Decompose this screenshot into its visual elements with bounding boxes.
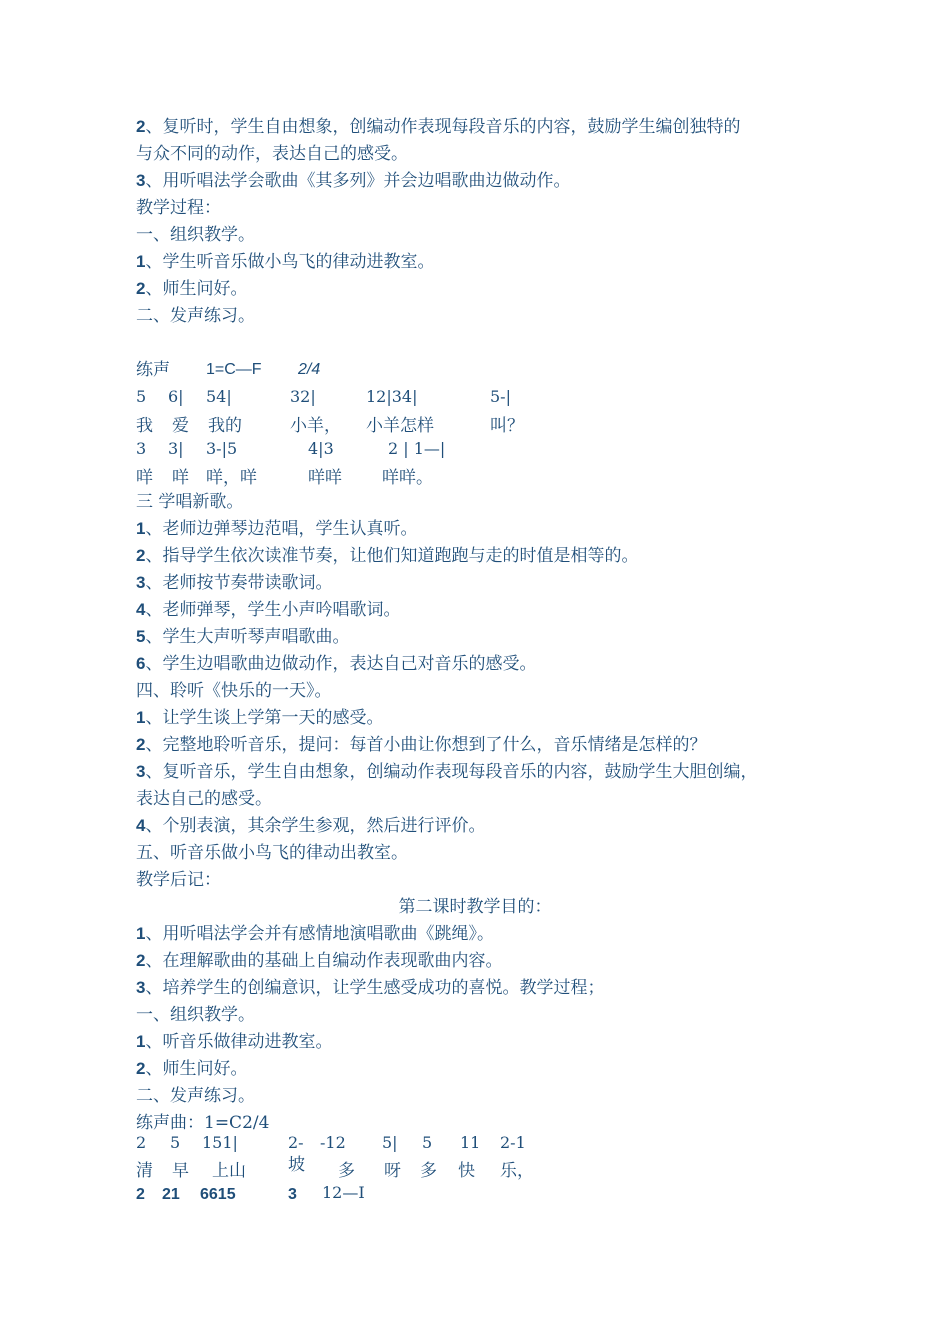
lyric: 爱 (172, 416, 189, 436)
note: 12|34| (366, 387, 418, 406)
lyric: 坡 (288, 1155, 305, 1175)
lyric: 快 (458, 1161, 475, 1181)
paragraph-line: 4、老师弹琴，学生小声吟唱歌词。 (136, 600, 401, 620)
note: 2 (136, 1133, 147, 1152)
paragraph-line: 1、老师边弹琴边范唱，学生认真听。 (136, 519, 418, 539)
note: 3 (136, 439, 147, 458)
note: 5 (170, 1133, 181, 1152)
note: 11 (460, 1133, 481, 1152)
lyric: 我的 (208, 416, 242, 436)
paragraph-line: 5、学生大声听琴声唱歌曲。 (136, 627, 350, 647)
section-heading: 二、发声练习。 (136, 1086, 255, 1106)
lyric: 多 (420, 1161, 437, 1181)
exercise-label: 练声曲：1=C2/4 (136, 1113, 270, 1133)
paragraph-line: 表达自己的感受。 (136, 789, 272, 809)
lyric: 小羊怎样 (366, 416, 434, 436)
note: 3 (288, 1186, 297, 1203)
paragraph-line: 2、师生问好。 (136, 1059, 248, 1079)
exercise-meter: 2/4 (298, 361, 321, 378)
section-heading: 一、组织教学。 (136, 225, 255, 245)
lyric: 咩，咩 (206, 468, 257, 488)
note: 2- (288, 1133, 304, 1152)
section-heading: 教学后记： (136, 870, 221, 890)
note: 54| (206, 387, 232, 406)
note: -12 (320, 1133, 346, 1152)
exercise-key: 1=C—F (206, 361, 262, 378)
paragraph-line: 3、培养学生的创编意识，让学生感受成功的喜悦。教学过程； (136, 978, 605, 998)
lyric: 早 (172, 1161, 189, 1181)
lyric: 叫？ (490, 416, 524, 436)
note: 5| (382, 1133, 398, 1152)
paragraph-line: 2、师生问好。 (136, 279, 248, 299)
paragraph-line: 3、复听音乐，学生自由想象，创编动作表现每段音乐的内容，鼓励学生大胆创编， (136, 762, 758, 782)
paragraph-line: 6、学生边唱歌曲边做动作，表达自己对音乐的感受。 (136, 654, 537, 674)
lyric: 咩咩。 (382, 468, 433, 488)
paragraph-line: 2、指导学生依次读准节奏，让他们知道跑跑与走的时值是相等的。 (136, 546, 639, 566)
note: 151| (202, 1133, 238, 1152)
paragraph-line: 与众不同的动作，表达自己的感受。 (136, 144, 408, 164)
note: 3| (168, 439, 184, 458)
paragraph-line: 1、学生听音乐做小鸟飞的律动进教室。 (136, 252, 435, 272)
lyric: 上山 (212, 1161, 246, 1181)
section-heading: 五、听音乐做小鸟飞的律动出教室。 (136, 843, 408, 863)
section-heading: 教学过程： (136, 198, 221, 218)
note: 32| (290, 387, 316, 406)
paragraph-line: 1、用听唱法学会并有感情地演唱歌曲《跳绳》。 (136, 924, 494, 944)
section-heading: 三 学唱新歌。 (136, 492, 244, 512)
note: 21 (162, 1186, 180, 1203)
note: 6615 (200, 1186, 236, 1203)
second-lesson-title: 第二课时教学目的： (398, 897, 552, 917)
paragraph-line: 3、用听唱法学会歌曲《其多列》并会边唱歌曲边做动作。 (136, 171, 571, 191)
lyric: 咩 (136, 468, 153, 488)
note: 2 | 1—| (388, 439, 446, 458)
lyric: 多 (338, 1161, 355, 1181)
lyric: 小羊， (290, 416, 341, 436)
paragraph-line: 2、完整地聆听音乐，提问：每首小曲让你想到了什么，音乐情绪是怎样的？ (136, 735, 707, 755)
exercise-label: 练声 (136, 360, 170, 380)
lyric: 咩咩 (308, 468, 342, 488)
lyric: 乐， (500, 1161, 534, 1181)
paragraph-line: 3、老师按节奏带读歌词。 (136, 573, 333, 593)
note: 5 (136, 387, 147, 406)
note: 2 (136, 1186, 145, 1203)
lyric: 清 (136, 1161, 153, 1181)
lyric: 我 (136, 416, 153, 436)
note: 6| (168, 387, 184, 406)
paragraph-line: 2、复听时，学生自由想象，创编动作表现每段音乐的内容，鼓励学生编创独特的 (136, 117, 741, 137)
lyric: 呀 (384, 1161, 401, 1181)
note: 4|3 (308, 439, 334, 458)
paragraph-line: 1、让学生谈上学第一天的感受。 (136, 708, 384, 728)
paragraph-line: 2、在理解歌曲的基础上自编动作表现歌曲内容。 (136, 951, 503, 971)
section-heading: 一、组织教学。 (136, 1005, 255, 1025)
note: 3-|5 (206, 439, 238, 458)
note: 12—I (322, 1183, 365, 1202)
section-heading: 四、聆听《快乐的一天》。 (136, 681, 332, 701)
section-heading: 二、发声练习。 (136, 306, 255, 326)
note: 5-| (490, 387, 511, 406)
note: 2-1 (500, 1133, 526, 1152)
lyric: 咩 (172, 468, 189, 488)
paragraph-line: 1、听音乐做律动进教室。 (136, 1032, 333, 1052)
paragraph-line: 4、个别表演，其余学生参观，然后进行评价。 (136, 816, 486, 836)
note: 5 (422, 1133, 433, 1152)
